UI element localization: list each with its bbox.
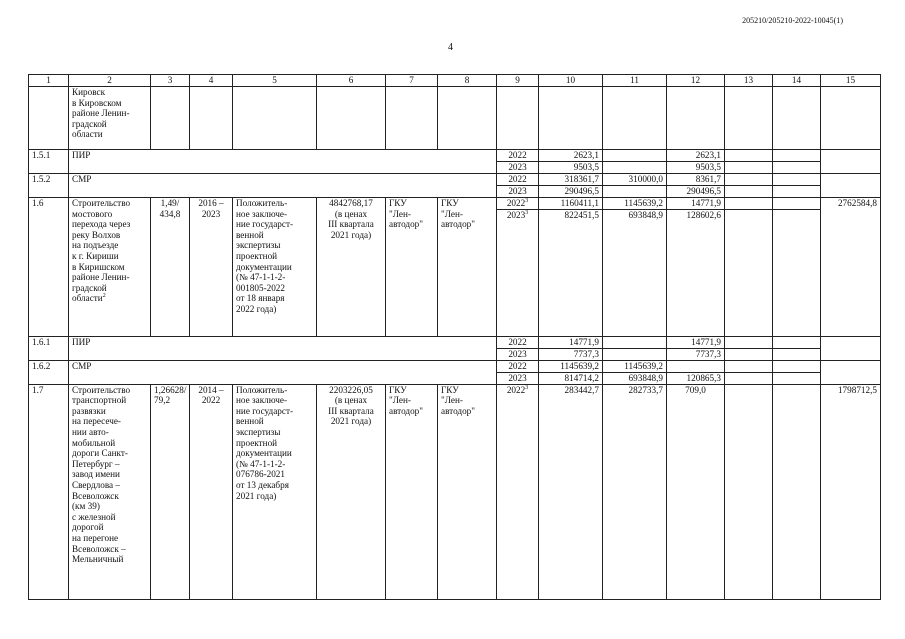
cost-cell: 4842768,17 (в ценах III квартала 2021 года) bbox=[317, 198, 386, 337]
customer-cell: ГКУ "Лен- автодор" bbox=[386, 384, 438, 599]
year-cell: 2023$^3$ bbox=[497, 209, 539, 336]
value-cell: 709,0 bbox=[667, 384, 725, 599]
col-header: 15 bbox=[821, 75, 881, 87]
column-number-row bbox=[29, 75, 881, 87]
value-cell bbox=[603, 348, 667, 360]
year-cell: 2022 bbox=[497, 174, 539, 186]
value-cell bbox=[603, 186, 667, 198]
customer-cell: ГКУ "Лен- автодор" bbox=[386, 198, 438, 337]
period-cell: 2016 – 2023 bbox=[190, 198, 233, 337]
value-cell: 282733,7 bbox=[603, 384, 667, 599]
value-cell: 2762584,8 bbox=[821, 198, 881, 337]
value-cell: 128602,6 bbox=[667, 209, 725, 336]
value-cell: 1145639,2 bbox=[603, 198, 667, 210]
value-cell: 290496,5 bbox=[667, 186, 725, 198]
document-id: 205210/205210-2022-10045(1) bbox=[742, 16, 843, 25]
row-code: 1.6.2 bbox=[29, 360, 69, 384]
investment-table bbox=[28, 74, 881, 600]
year-cell: 2023 bbox=[497, 348, 539, 360]
expertise-cell: Положитель- ное заключе- ние государст- венной экспертизы проектной документации (№ 47-1-1-2- 001805-2022 от 18 января 2022 года) bbox=[233, 198, 317, 337]
period-cell: 2014 – 2022 bbox=[190, 384, 233, 599]
row-code: 1.5.1 bbox=[29, 150, 69, 174]
value-cell: 283442,7 bbox=[539, 384, 603, 599]
capacity-cell: 1,26628/ 79,2 bbox=[151, 384, 190, 599]
col-header: 13 bbox=[725, 75, 773, 87]
stage-label: ПИР bbox=[69, 336, 497, 360]
value-cell: 822451,5 bbox=[539, 209, 603, 336]
stage-label: ПИР bbox=[69, 150, 497, 174]
value-cell bbox=[603, 150, 667, 162]
year-cell: 2022 bbox=[497, 336, 539, 348]
value-cell: 693848,9 bbox=[603, 372, 667, 384]
table-row bbox=[29, 336, 881, 348]
col-header: 6 bbox=[317, 75, 386, 87]
table-row bbox=[29, 384, 881, 599]
col-header: 12 bbox=[667, 75, 725, 87]
page-number: 4 bbox=[448, 42, 453, 53]
value-cell: 9503,5 bbox=[667, 162, 725, 174]
year-cell: 2023 bbox=[497, 162, 539, 174]
year-cell: 2023 bbox=[497, 372, 539, 384]
row-code: 1.7 bbox=[29, 384, 69, 599]
year-cell: 2022$^3$ bbox=[497, 198, 539, 210]
developer-cell: ГКУ "Лен- автодор" bbox=[438, 384, 497, 599]
col-header: 7 bbox=[386, 75, 438, 87]
developer-cell: ГКУ "Лен- автодор" bbox=[438, 198, 497, 337]
value-cell: 2623,1 bbox=[539, 150, 603, 162]
table-row bbox=[29, 360, 881, 372]
value-cell: 14771,9 bbox=[539, 336, 603, 348]
col-header: 1 bbox=[29, 75, 69, 87]
expertise-cell: Положитель- ное заключе- ние государст- венной экспертизы проектной документации (№ 47-1-1-2- 076786-2021 от 13 декабря 2021 года) bbox=[233, 384, 317, 599]
year-cell: 2022 bbox=[497, 360, 539, 372]
year-cell: 2022$^3$ bbox=[497, 384, 539, 599]
row-code: 1.6 bbox=[29, 198, 69, 337]
value-cell bbox=[603, 336, 667, 348]
value-cell: 8361,7 bbox=[667, 174, 725, 186]
value-cell: 1798712,5 bbox=[821, 384, 881, 599]
row-code: 1.5.2 bbox=[29, 174, 69, 198]
capacity-cell: 1,49/ 434,8 bbox=[151, 198, 190, 337]
value-cell: 1145639,2 bbox=[603, 360, 667, 372]
value-cell bbox=[667, 360, 725, 372]
col-header: 5 bbox=[233, 75, 317, 87]
project-name: Строительство транспортной развязки на пересече- нии авто- мобильной дороги Санкт- Петербург – завод имени Свердлова – Всеволожск (км 39) с железной дорогой на перегоне Всеволожск – Мельничный bbox=[69, 384, 151, 599]
row-code: 1.6.1 bbox=[29, 336, 69, 360]
table-row bbox=[29, 174, 881, 186]
table-row bbox=[29, 150, 881, 162]
value-cell: 1160411,1 bbox=[539, 198, 603, 210]
value-cell: 693848,9 bbox=[603, 209, 667, 336]
value-cell: 1145639,2 bbox=[539, 360, 603, 372]
value-cell: 120865,3 bbox=[667, 372, 725, 384]
project-name: Строительство мостового перехода через реку Волхов на подъезде к г. Кириши в Киришском районе Ленин- градской области$^2$ bbox=[69, 198, 151, 337]
value-cell bbox=[603, 162, 667, 174]
value-cell: 9503,5 bbox=[539, 162, 603, 174]
cost-cell: 2203226,05 (в ценах III квартала 2021 года) bbox=[317, 384, 386, 599]
value-cell: 14771,9 bbox=[667, 198, 725, 210]
table-row bbox=[29, 87, 881, 150]
table-row bbox=[29, 198, 881, 210]
col-header: 8 bbox=[438, 75, 497, 87]
year-cell: 2023 bbox=[497, 186, 539, 198]
value-cell: 7737,3 bbox=[539, 348, 603, 360]
value-cell: 290496,5 bbox=[539, 186, 603, 198]
col-header: 2 bbox=[69, 75, 151, 87]
value-cell: 14771,9 bbox=[667, 336, 725, 348]
value-cell: 7737,3 bbox=[667, 348, 725, 360]
col-header: 3 bbox=[151, 75, 190, 87]
year-cell: 2022 bbox=[497, 150, 539, 162]
value-cell: 310000,0 bbox=[603, 174, 667, 186]
value-cell: 318361,7 bbox=[539, 174, 603, 186]
col-header: 11 bbox=[603, 75, 667, 87]
value-cell: 814714,2 bbox=[539, 372, 603, 384]
col-header: 9 bbox=[497, 75, 539, 87]
stage-label: СМР bbox=[69, 174, 497, 198]
value-cell: 2623,1 bbox=[667, 150, 725, 162]
project-name: Кировск в Кировском районе Ленин- градской области bbox=[69, 87, 151, 150]
col-header: 10 bbox=[539, 75, 603, 87]
stage-label: СМР bbox=[69, 360, 497, 384]
col-header: 4 bbox=[190, 75, 233, 87]
col-header: 14 bbox=[773, 75, 821, 87]
